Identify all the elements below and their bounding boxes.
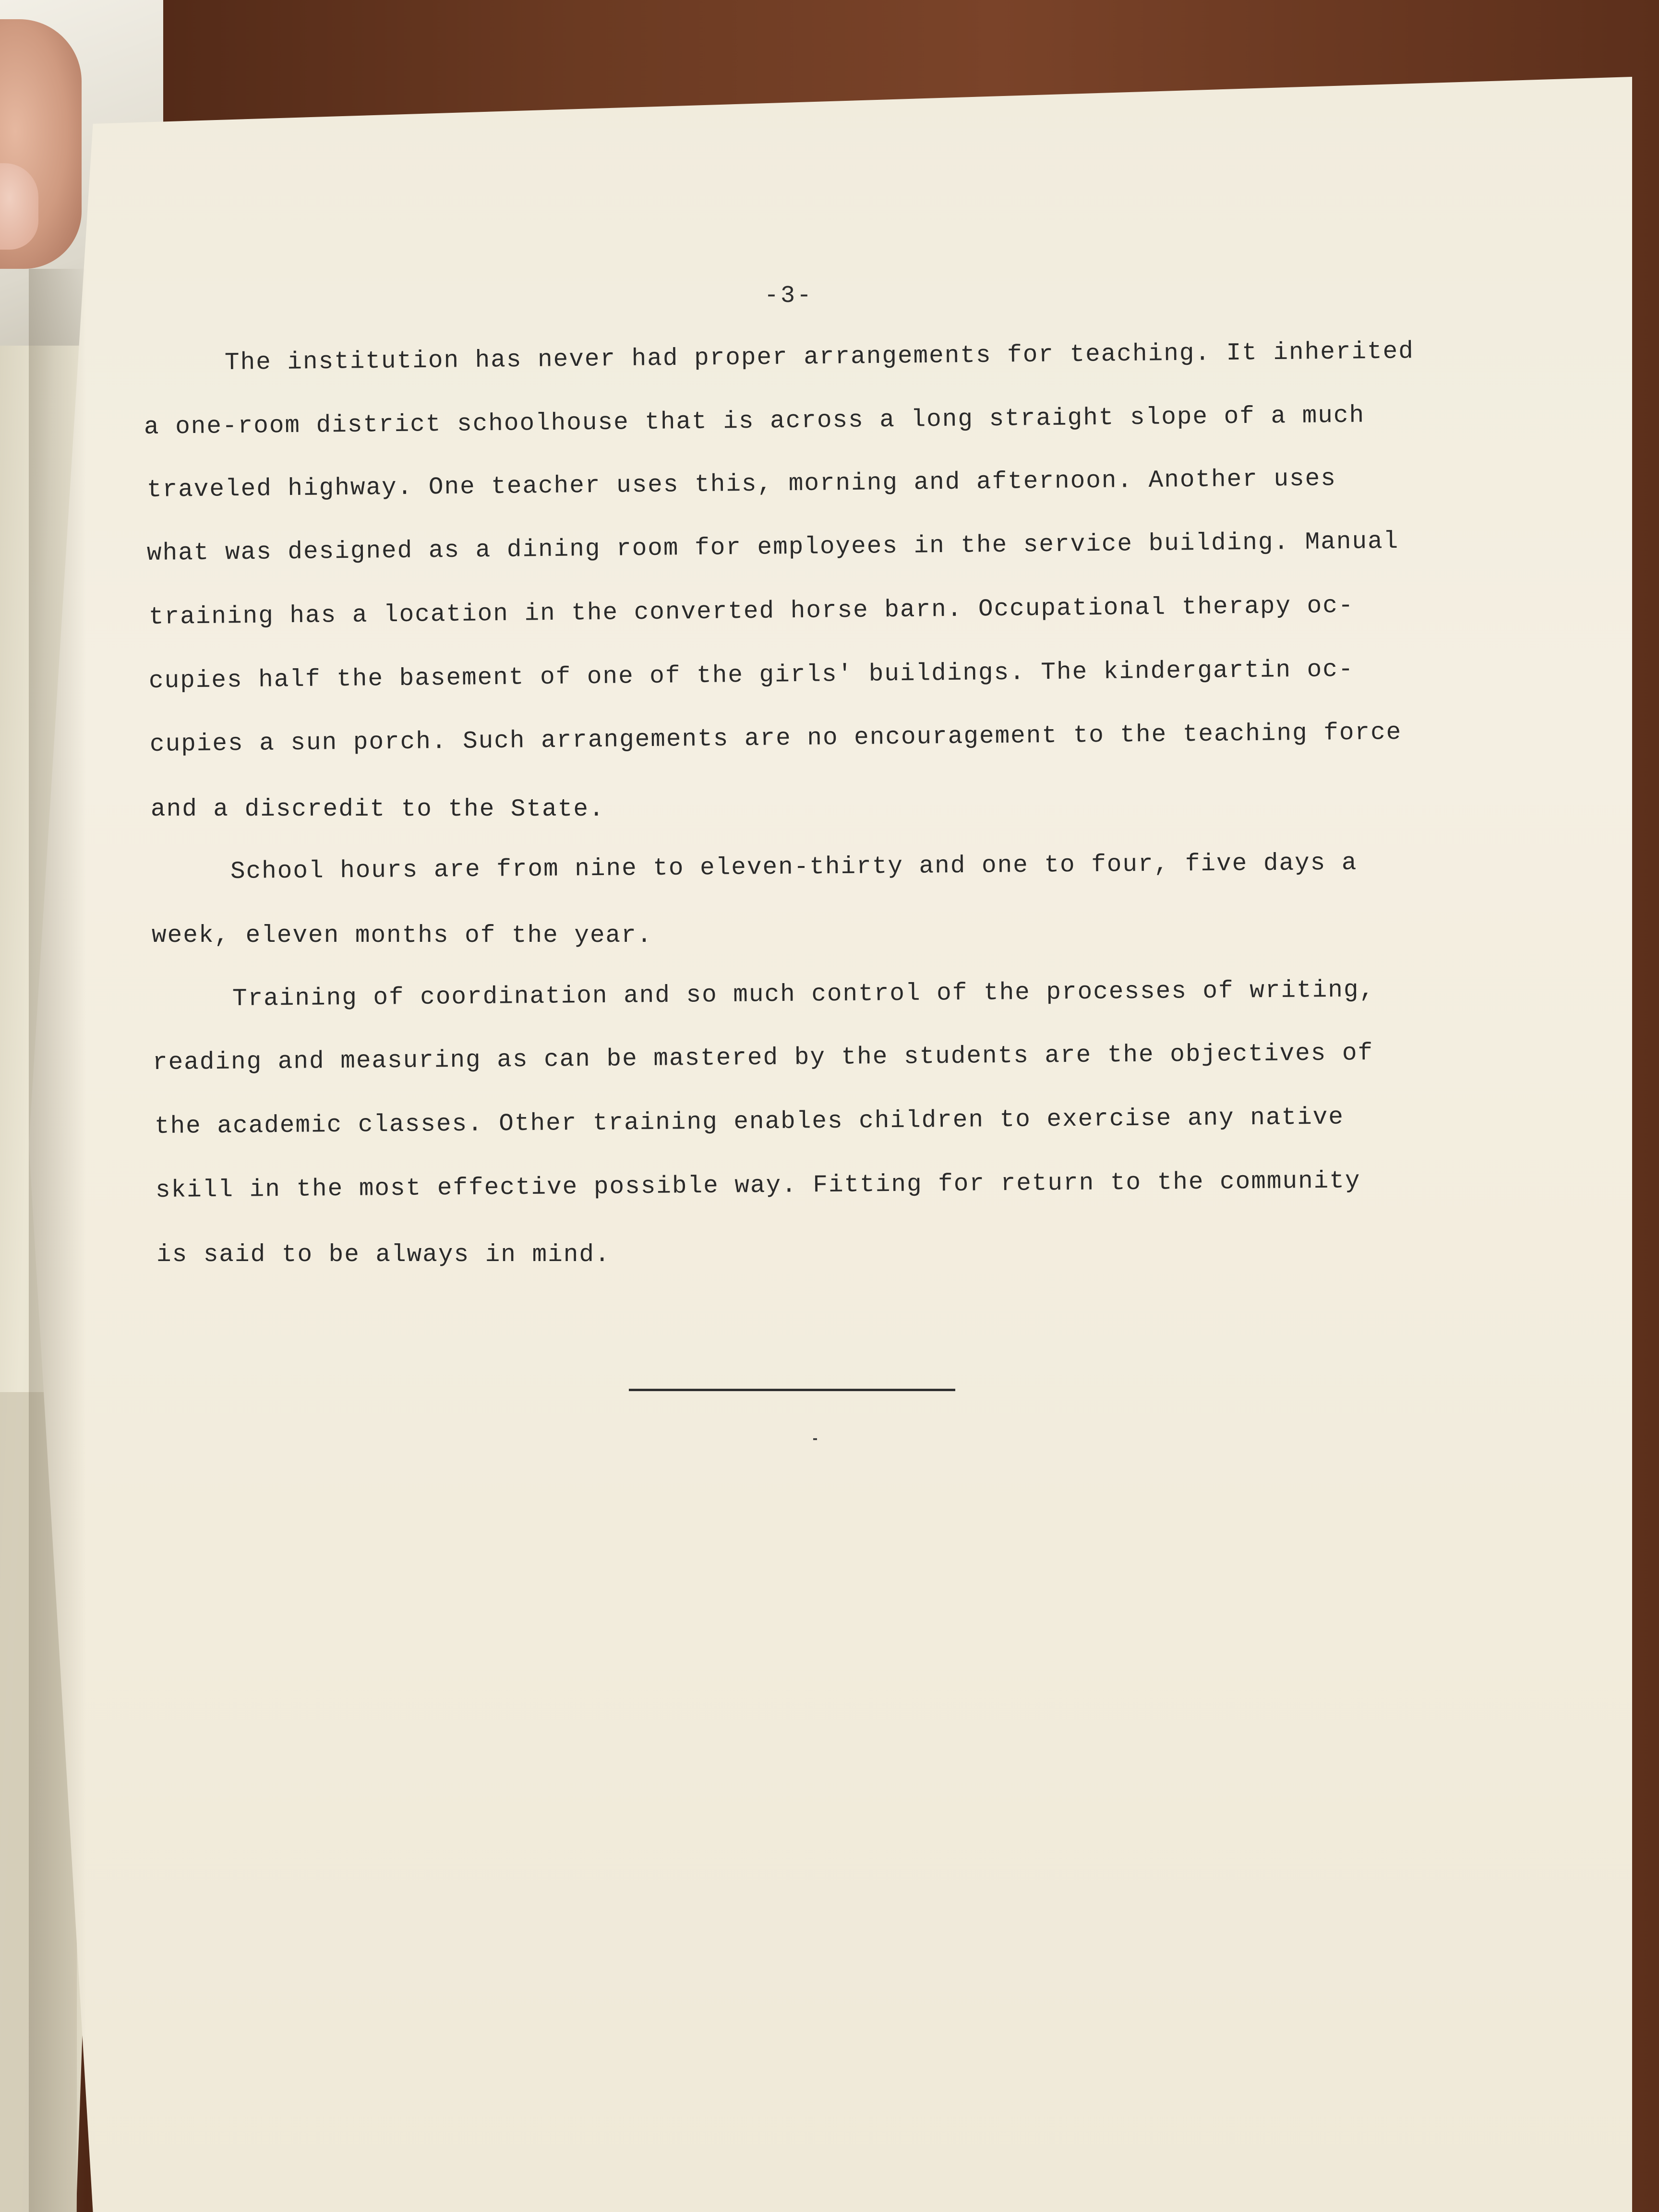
paragraph-1-line-6: cupies half the basement of one of the girls' buildings. The kindergartin oc-: [148, 656, 1354, 695]
paragraph-1-line-1: The institution has never had proper arrangements for teaching. It inherited: [224, 338, 1415, 377]
paragraph-1-line-3: traveled highway. One teacher uses this, morning and afternoon. Another uses: [146, 465, 1337, 504]
paragraph-3-line-5: is said to be always in mind.: [156, 1241, 611, 1269]
paragraph-2-line-2: week, eleven months of the year.: [152, 922, 653, 950]
paragraph-3-line-3: the academic classes. Other training enables children to exercise any native: [154, 1104, 1345, 1141]
paragraph-3-line-2: reading and measuring as can be mastered by the students are the objectives of: [152, 1040, 1374, 1077]
paragraph-2-line-1: School hours are from nine to eleven-thirty and one to four, five days a: [230, 849, 1358, 886]
paragraph-1-line-8: and a discredit to the State.: [151, 796, 605, 823]
paper-speck: [813, 1438, 817, 1440]
page-number: -3-: [764, 282, 813, 310]
paragraph-1-line-7: cupies a sun porch. Such arrangements are no encouragement to the teaching force: [149, 719, 1402, 758]
paragraph-1-line-4: what was designed as a dining room for employees in the service building. Manual: [146, 528, 1399, 567]
paragraph-1-line-5: training has a location in the converted horse barn. Occupational therapy oc-: [148, 592, 1354, 631]
paragraph-1-line-2: a one-room district schoolhouse that is across a long straight slope of a much: [144, 402, 1365, 441]
section-divider-rule: [629, 1389, 955, 1391]
paragraph-3-line-1: Training of coordination and so much control of the processes of writing,: [232, 976, 1375, 1013]
paragraph-3-line-4: skill in the most effective possible way. Fitting for return to the community: [155, 1167, 1361, 1204]
